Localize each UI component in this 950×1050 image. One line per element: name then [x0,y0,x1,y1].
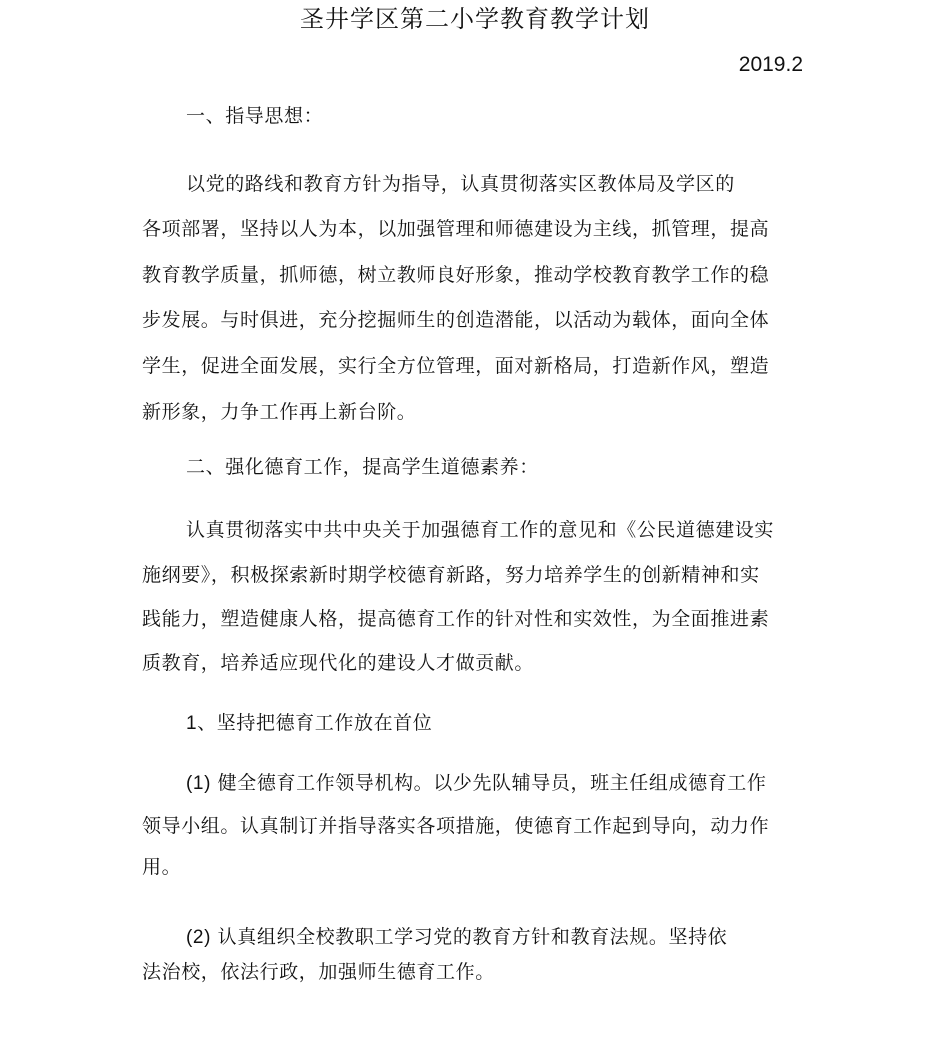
paragraph-line: 以党的路线和教育方针为指导，认真贯彻落实区教体局及学区的 [186,173,735,195]
paragraph-line: 质教育，培养适应现代化的建设人才做贡献。 [142,652,535,674]
paragraph-line: 步发展。与时俱进，充分挖掘师生的创造潜能，以活动为载体，面向全体 [142,309,770,331]
paragraph-line: 健全德育工作领导机构。以少先队辅导员，班主任组成德育工作 [211,772,767,794]
item-heading-1 [186,711,432,736]
sub-item-number: (1) [186,773,212,794]
document-date: 2019.2 [738,53,803,76]
paragraph-line: 各项部署，坚持以人为本，以加强管理和师德建设为主线，抓管理，提高 [142,218,770,240]
sub-item-1-first-line [186,771,766,796]
document-title: 圣井学区第二小学教育教学计划 [300,5,650,33]
paragraph-line: 用。 [142,856,182,878]
section-heading-moral-education: 二、强化德育工作，提高学生道德素养： [186,456,539,478]
paragraph-line: 认真组织全校教职工学习党的教育方针和教育法规。坚持依 [211,926,728,948]
paragraph-line: 新形象，力争工作再上新台阶。 [142,401,417,423]
paragraph-line: 学生，促进全面发展，实行全方位管理，面对新格局，打造新作风，塑造 [142,355,770,377]
item-number: 1 [186,713,198,734]
sub-item-number: (2) [186,927,212,948]
item-heading-text: 、坚持把德育工作放在首位 [197,712,433,734]
paragraph-line: 认真贯彻落实中共中央关于加强德育工作的意见和《公民道德建设实 [186,519,775,541]
paragraph-line: 教育教学质量，抓师德，树立教师良好形象，推动学校教育教学工作的稳 [142,264,770,286]
paragraph-line: 法治校，依法行政，加强师生德育工作。 [142,961,495,983]
sub-item-2-first-line [186,925,727,950]
paragraph-line: 施纲要》，积极探索新时期学校德育新路，努力培养学生的创新精神和实 [142,564,760,586]
paragraph-line: 践能力，塑造健康人格，提高德育工作的针对性和实效性，为全面推进素 [142,608,770,630]
section-heading-guiding-ideology: 一、指导思想： [186,105,324,127]
paragraph-line: 领导小组。认真制订并指导落实各项措施，使德育工作起到导向，动力作 [142,815,770,837]
